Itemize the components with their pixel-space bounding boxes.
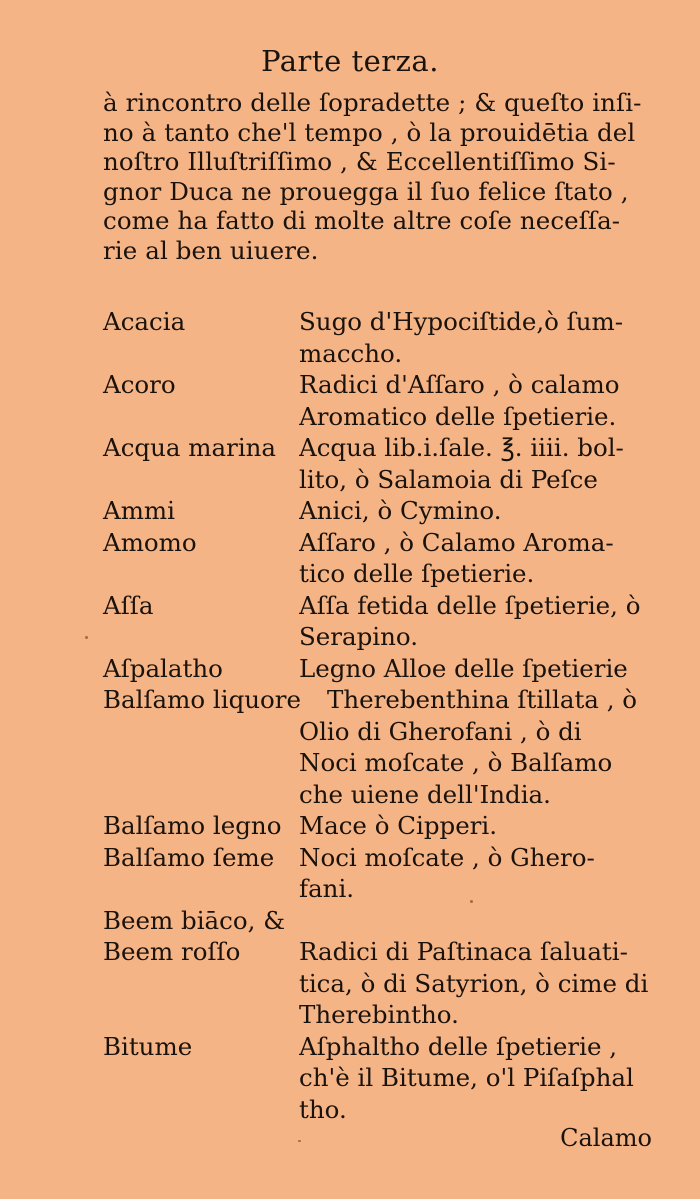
entry-term: Acqua marina <box>103 433 277 462</box>
definition-line: Olio di Gherofani , ò di <box>299 716 582 746</box>
definition-line: Therebenthina ſtillata , ò <box>327 685 638 714</box>
entry-term: Amomo <box>103 527 197 557</box>
entry-definition <box>299 369 663 432</box>
intro-paragraph <box>103 88 643 266</box>
entry-definition <box>299 590 663 653</box>
entry-definition <box>299 842 663 905</box>
running-head: Parte terza. <box>261 44 439 78</box>
entry-amomo <box>103 527 663 590</box>
ink-speck <box>85 636 88 639</box>
empty-line <box>299 905 663 937</box>
entry-term: Aſſa <box>103 590 154 620</box>
intro-line: noſtro Illuſtriſſimo , & Eccellentiſſimo Si- <box>103 147 616 177</box>
entry-ammi <box>103 495 663 527</box>
definition-line: Therebintho. <box>299 1000 459 1029</box>
entry-beem-rosso <box>103 936 663 1031</box>
definition-line: Aſſaro , ò Calamo Aroma- <box>299 527 614 557</box>
entry-beem-bianco <box>103 905 663 937</box>
definition-line: Radici di Paſtinaca ſaluati- <box>299 937 628 966</box>
definition-line: Serapino. <box>299 622 419 651</box>
definition-line: Aſſa fetida delle ſpetierie, ò <box>299 590 641 620</box>
definition-line: Sugo d'Hypociſtide,ò ſum- <box>299 307 624 336</box>
entry-definition <box>299 432 663 495</box>
entry-definition <box>299 936 663 1031</box>
intro-line: rie al ben uiuere. <box>103 235 319 265</box>
entry-definition <box>299 905 663 937</box>
definition-line: Noci moſcate , ò Balſamo <box>299 748 613 777</box>
entry-definition <box>299 495 663 527</box>
definition-line: Mace ò Cipperi. <box>299 811 498 840</box>
definition-line: maccho. <box>299 338 403 368</box>
entry-term: Balſamo liquore <box>103 685 301 714</box>
entry-bitume <box>103 1031 663 1126</box>
entry-assa <box>103 590 663 653</box>
definition-line: fani. <box>299 874 355 903</box>
definition-line: tho. <box>299 1094 347 1124</box>
entry-term: Ammi <box>103 496 175 525</box>
entry-balsamo-seme <box>103 842 663 905</box>
ink-speck <box>298 1140 301 1142</box>
entry-acacia <box>103 306 663 369</box>
catchword: Calamo <box>560 1124 652 1152</box>
definition-line: Acqua lib.i.ſale. ℥. iiii. bol- <box>299 433 624 462</box>
definition-line: tico delle ſpetierie. <box>299 559 535 588</box>
substitution-list <box>103 306 663 1125</box>
entry-definition <box>299 527 663 590</box>
entry-definition <box>299 653 663 685</box>
entry-term: Aſpalatho <box>103 653 223 683</box>
entry-acoro <box>103 369 663 432</box>
intro-line: come ha fatto di molte altre coſe neceſſa- <box>103 206 621 236</box>
intro-line: à rincontro delle ſopradette ; & queſto inſi- <box>103 88 642 117</box>
definition-line: Aromatico delle ſpetierie. <box>299 401 617 431</box>
definition-line: Aſphaltho delle ſpetierie , <box>299 1031 618 1061</box>
intro-line: gnor Duca ne prouegga il ſuo felice ſtato , <box>103 176 629 206</box>
ink-speck <box>470 900 473 903</box>
entry-balsamo-legno <box>103 810 663 842</box>
definition-line: ch'è il Bitume, o'l Piſaſphal <box>299 1063 634 1092</box>
entry-term: Acoro <box>103 370 176 399</box>
entry-definition <box>299 1031 663 1126</box>
entry-term: Bitume <box>103 1031 193 1061</box>
entry-definition <box>299 684 663 810</box>
intro-line: no à tanto che'l tempo , ò la prouidētia del <box>103 117 636 147</box>
definition-line: Radici d'Aſſaro , ò calamo <box>299 370 620 399</box>
entry-aspalatho <box>103 653 663 685</box>
entry-definition <box>299 810 663 842</box>
entry-balsamo-liquore <box>103 684 663 810</box>
entry-term: Balſamo ſeme <box>103 842 275 872</box>
definition-line: Legno Alloe delle ſpetierie <box>299 653 628 683</box>
definition-line: Noci moſcate , ò Ghero- <box>299 842 595 872</box>
entry-acqua-marina <box>103 432 663 495</box>
definition-line: che uiene dell'India. <box>299 779 551 809</box>
entry-definition <box>299 306 663 369</box>
entry-term: Acacia <box>103 307 186 336</box>
entry-term: Beem biāco, & <box>103 905 286 935</box>
entry-term: Beem roſſo <box>103 937 241 966</box>
definition-line: tica, ò di Satyrion, ò cime di <box>299 968 649 998</box>
definition-line: Anici, ò Cymino. <box>299 496 502 525</box>
definition-line: lito, ò Salamoia di Peſce <box>299 464 598 494</box>
entry-term: Balſamo legno <box>103 811 282 840</box>
